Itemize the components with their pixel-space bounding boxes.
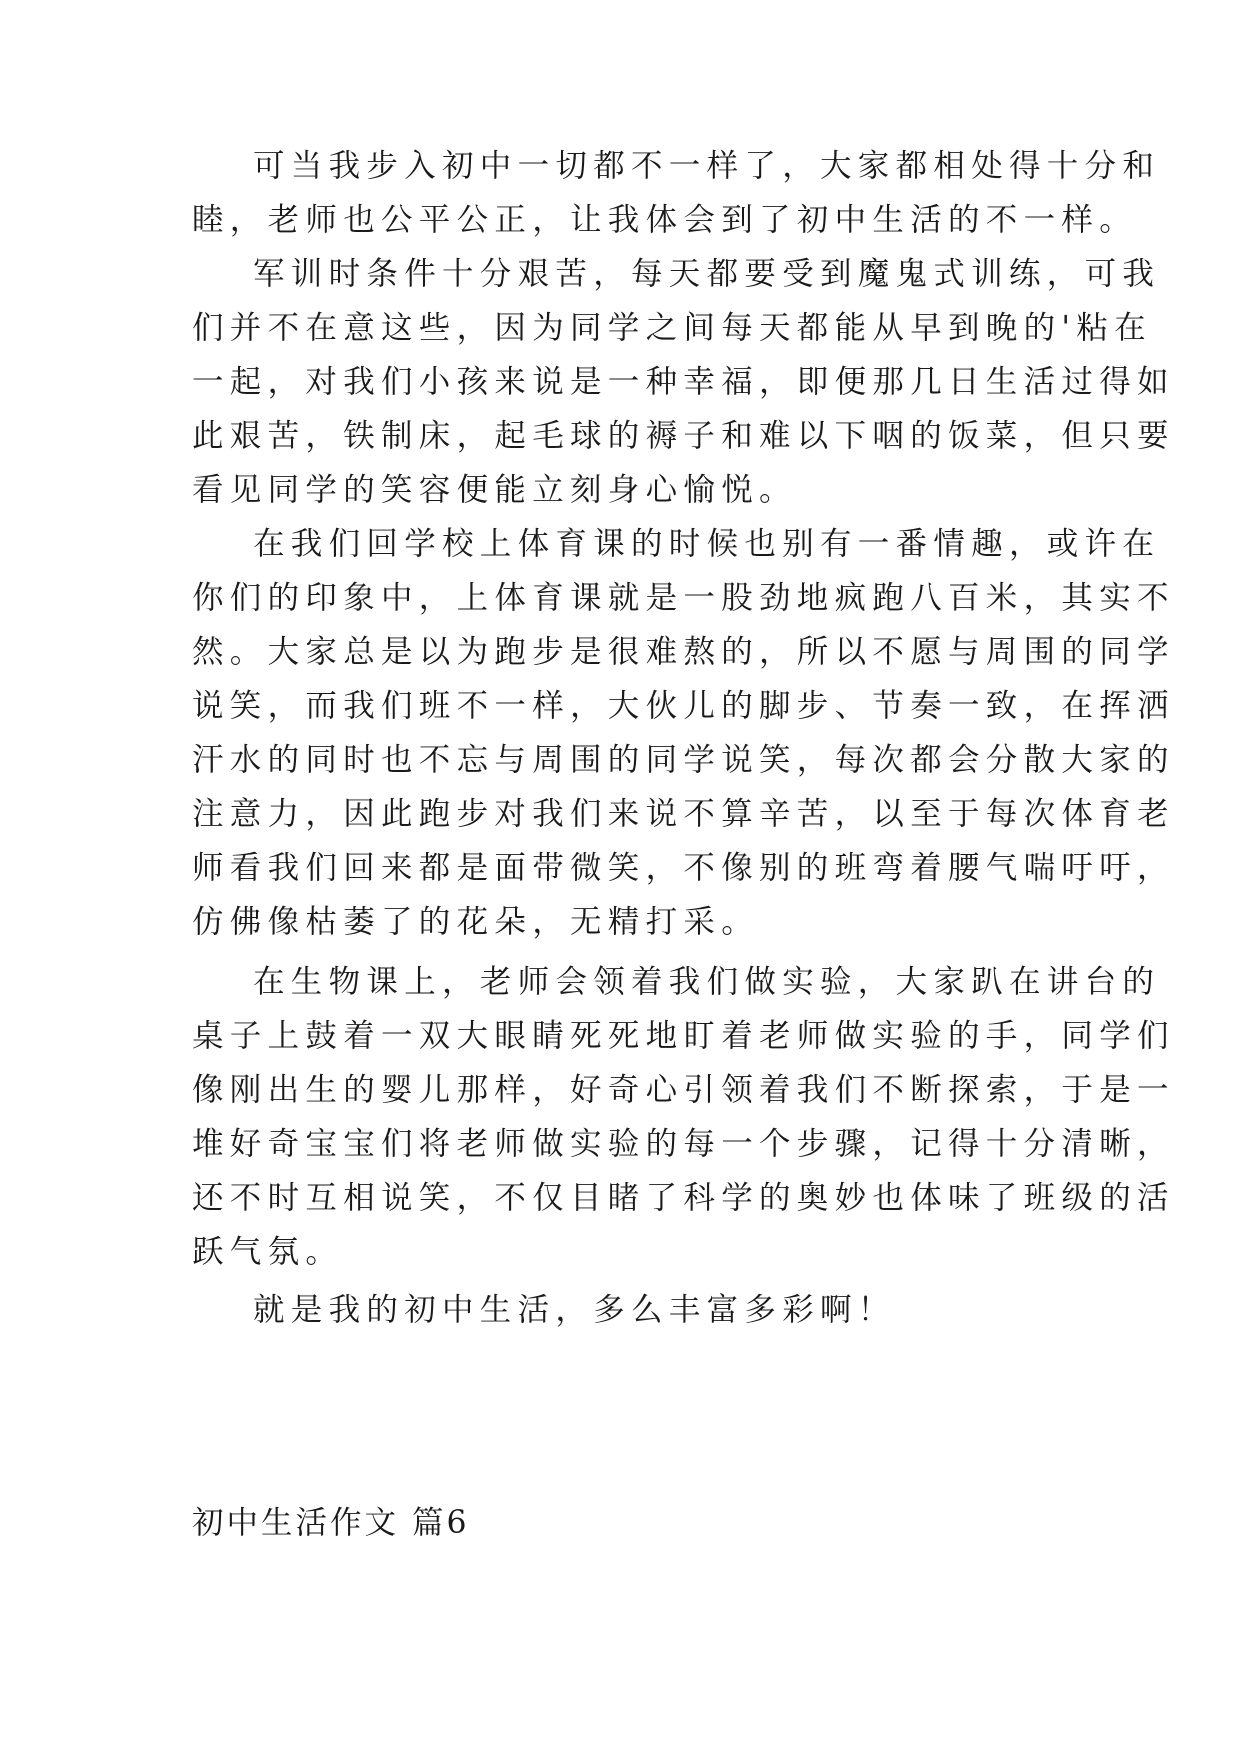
text-line: 跃气氛。: [192, 1234, 344, 1270]
section-heading: 初中生活作文 篇6: [192, 1505, 470, 1541]
text-line: 就是我的初中生活，多么丰富多彩啊！: [253, 1292, 896, 1328]
text-line: 说笑，而我们班不一样，大伙儿的脚步、节奏一致，在挥洒: [192, 688, 1175, 724]
text-line: 还不时互相说笑，不仅目睹了科学的奥妙也体味了班级的活: [192, 1180, 1175, 1216]
text-line: 师看我们回来都是面带微笑，不像别的班弯着腰气喘吁吁，: [192, 850, 1175, 886]
text-line: 看见同学的笑容便能立刻身心愉悦。: [192, 472, 797, 508]
text-line: 堆好奇宝宝们将老师做实验的每一个步骤，记得十分清晰，: [192, 1126, 1175, 1162]
text-line: 此艰苦，铁制床，起毛球的褥子和难以下咽的饭菜，但只要: [192, 418, 1175, 454]
text-line: 军训时条件十分艰苦，每天都要受到魔鬼式训练，可我: [253, 256, 1161, 292]
text-line: 仿佛像枯萎了的花朵，无精打采。: [192, 904, 760, 940]
text-line: 汗水的同时也不忘与周围的同学说笑，每次都会分散大家的: [192, 742, 1175, 778]
text-line: 在生物课上，老师会领着我们做实验，大家趴在讲台的: [253, 964, 1161, 1000]
text-line: 可当我步入初中一切都不一样了，大家都相处得十分和: [253, 148, 1161, 184]
text-line: 在我们回学校上体育课的时候也别有一番情趣，或许在: [253, 526, 1161, 562]
text-line: 注意力，因此跑步对我们来说不算辛苦，以至于每次体育老: [192, 796, 1175, 832]
text-line: 像刚出生的婴儿那样，好奇心引领着我们不断探索，于是一: [192, 1072, 1175, 1108]
text-line: 你们的印象中，上体育课就是一股劲地疯跑八百米，其实不: [192, 580, 1175, 616]
text-line: 睦，老师也公平公正，让我体会到了初中生活的不一样。: [192, 202, 1138, 238]
text-line: 然。大家总是以为跑步是很难熬的，所以不愿与周围的同学: [192, 634, 1175, 670]
text-line: 们并不在意这些，因为同学之间每天都能从早到晚的'粘在: [192, 310, 1152, 346]
text-line: 一起，对我们小孩来说是一种幸福，即便那几日生活过得如: [192, 364, 1175, 400]
text-line: 桌子上鼓着一双大眼睛死死地盯着老师做实验的手，同学们: [192, 1018, 1175, 1054]
